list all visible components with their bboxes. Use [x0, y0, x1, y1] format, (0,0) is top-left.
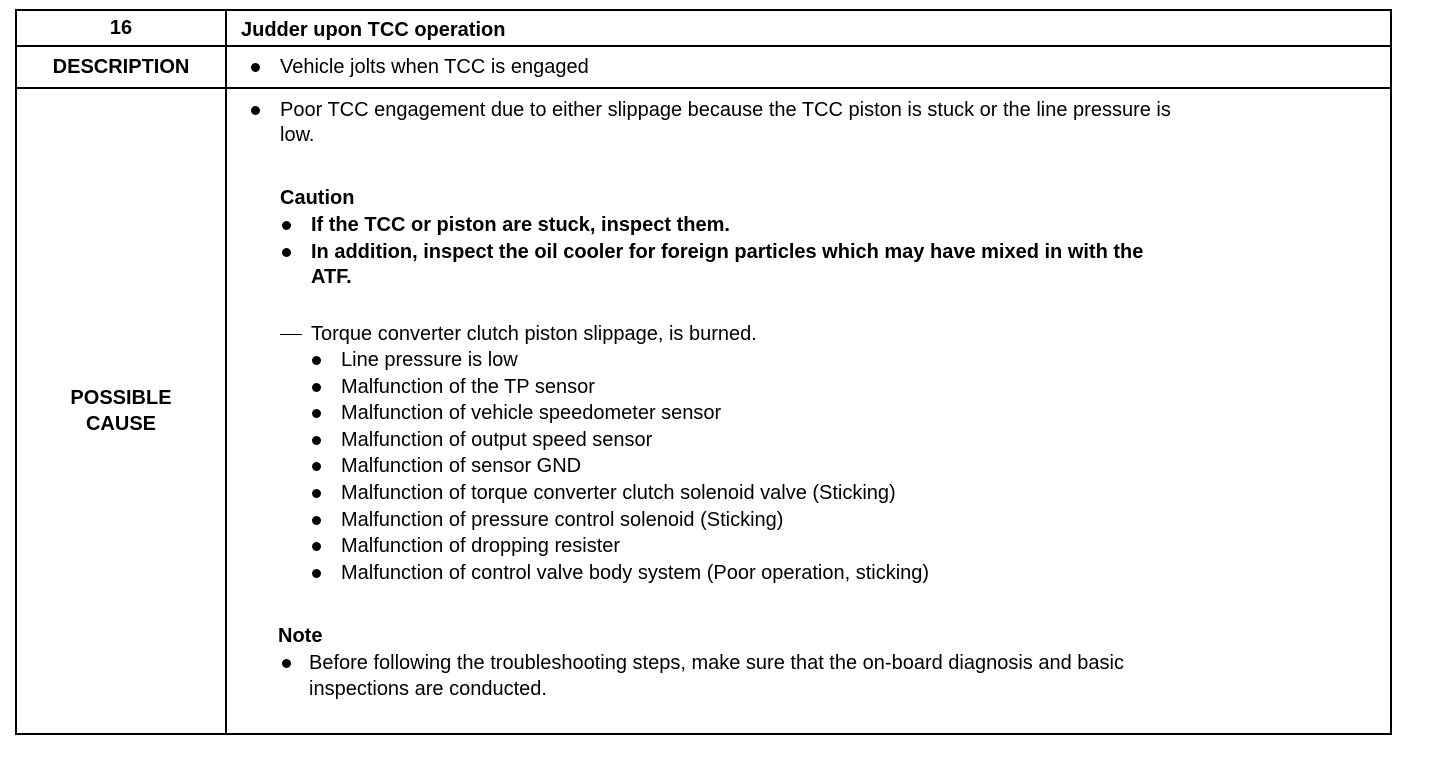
main-cause-line2: low. — [280, 124, 315, 146]
cause-list-item: Malfunction of the TP sensor — [341, 376, 595, 398]
description-row — [17, 47, 1390, 89]
bullet-icon — [312, 409, 321, 418]
bullet-icon — [312, 436, 321, 445]
cause-list-item: Malfunction of control valve body system (Poor operation, sticking) — [341, 562, 930, 584]
bullet-icon — [312, 542, 321, 551]
cause-intro: Torque converter clutch piston slippage, is burned. — [311, 323, 757, 345]
bullet-icon — [312, 383, 321, 392]
possible-cause-label-line2: CAUSE — [85, 413, 156, 435]
cause-list-item: Line pressure is low — [341, 349, 518, 371]
bullet-icon — [251, 63, 260, 72]
caution-heading: Caution — [280, 187, 355, 209]
bullet-icon — [312, 462, 321, 471]
header-title-cell — [227, 11, 1390, 45]
possible-cause-label-line1: POSSIBLE — [70, 387, 172, 409]
header-row — [17, 11, 1390, 47]
note-heading: Note — [278, 625, 323, 647]
possible-cause-label — [17, 89, 227, 733]
possible-cause-row — [17, 89, 1390, 733]
caution-item-2-line1: In addition, inspect the oil cooler for foreign particles which may have mixed in with the — [311, 241, 1144, 263]
bullet-icon — [251, 106, 260, 115]
cause-list-item: Malfunction of sensor GND — [341, 455, 582, 477]
cause-list-item: Malfunction of dropping resister — [341, 535, 621, 557]
bullet-icon — [282, 221, 291, 230]
description-text: Vehicle jolts when TCC is engaged — [280, 56, 589, 78]
item-title: Judder upon TCC operation — [241, 19, 506, 41]
bullet-icon — [312, 489, 321, 498]
description-cell — [227, 47, 1390, 87]
main-cause-line1: Poor TCC engagement due to either slippage because the TCC piston is stuck or the line pressure is — [280, 99, 1171, 121]
cause-list-item: Malfunction of output speed sensor — [341, 429, 653, 451]
cause-list-item: Malfunction of torque converter clutch solenoid valve (Sticking) — [341, 482, 896, 504]
caution-item-2-line2: ATF. — [311, 266, 352, 288]
possible-cause-cell — [227, 89, 1390, 733]
note-line2: inspections are conducted. — [309, 678, 547, 700]
bullet-icon — [282, 248, 291, 257]
description-label: DESCRIPTION — [17, 47, 227, 87]
bullet-icon — [312, 569, 321, 578]
bullet-icon — [282, 659, 291, 668]
cause-list-item: Malfunction of vehicle speedometer sensor — [341, 402, 722, 424]
bullet-icon — [312, 516, 321, 525]
cause-list-item: Malfunction of pressure control solenoid (Sticking) — [341, 509, 784, 531]
bullet-icon — [312, 356, 321, 365]
troubleshooting-table — [15, 9, 1392, 735]
item-number: 16 — [17, 11, 227, 45]
dash-icon — [280, 334, 302, 335]
caution-item-1: If the TCC or piston are stuck, inspect them. — [311, 214, 730, 236]
note-line1: Before following the troubleshooting steps, make sure that the on-board diagnosis and basic — [309, 652, 1124, 674]
